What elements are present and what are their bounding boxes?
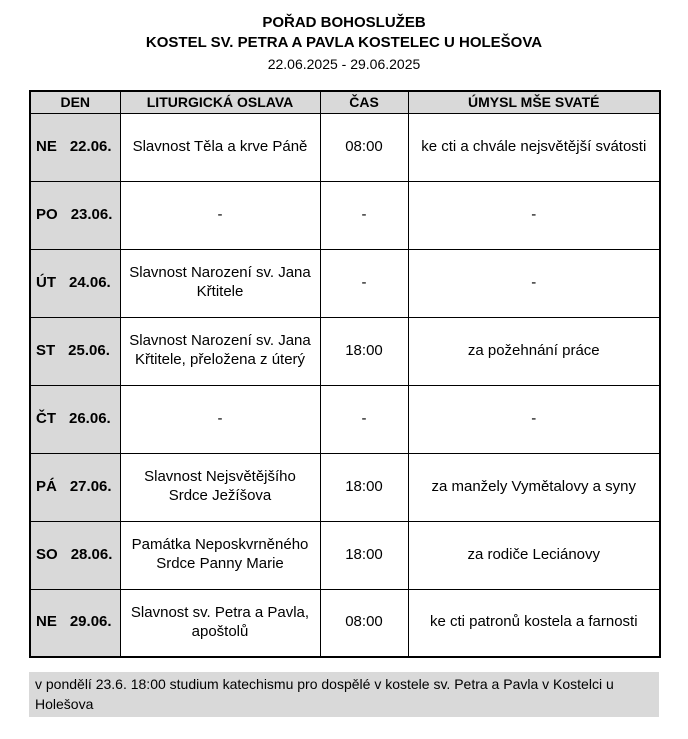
day-cell [30, 385, 120, 453]
intention-cell: - [408, 181, 660, 249]
title-block [29, 14, 659, 72]
day-abbr: PO [36, 205, 58, 223]
intention-cell: za manžely Vymětalovy a syny [408, 453, 660, 521]
time-cell: 08:00 [320, 113, 408, 181]
celebration-cell: - [120, 385, 320, 453]
page-subtitle: KOSTEL SV. PETRA A PAVLA KOSTELEC U HOLEŠOVA [145, 34, 543, 51]
day-date: 22.06. [69, 137, 112, 155]
celebration-cell: Slavnost Narození sv. Jana Křtitele [120, 249, 320, 317]
day-cell [30, 521, 120, 589]
celebration-cell: Slavnost Narození sv. Jana Křtitele, přeložena z úterý [120, 317, 320, 385]
intention-cell: ke cti a chvále nejsvětější svátosti [408, 113, 660, 181]
time-cell: 18:00 [320, 453, 408, 521]
day-cell [30, 589, 120, 657]
celebration-cell: Slavnost sv. Petra a Pavla, apoštolů [120, 589, 320, 657]
time-cell: - [320, 181, 408, 249]
footer-note: v pondělí 23.6. 18:00 studium katechismu pro dospělé v kostele sv. Petra a Pavla v Kostelci u Holešova [29, 672, 659, 717]
day-cell [30, 249, 120, 317]
intention-cell: - [408, 385, 660, 453]
table-header-row [30, 91, 660, 113]
day-date: 23.06. [70, 205, 113, 223]
day-cell [30, 317, 120, 385]
col-header-den: DEN [30, 91, 120, 113]
schedule-table [29, 90, 661, 658]
day-abbr: SO [36, 545, 58, 563]
page-title: POŘAD BOHOSLUŽEB [262, 14, 426, 31]
day-date: 25.06. [68, 341, 110, 359]
celebration-cell: Slavnost Nejsvětějšího Srdce Ježíšova [120, 453, 320, 521]
col-header-umysl: ÚMYSL MŠE SVATÉ [408, 91, 660, 113]
celebration-cell: - [120, 181, 320, 249]
day-date: 27.06. [69, 477, 112, 495]
day-date: 28.06. [70, 545, 113, 563]
time-cell: 18:00 [320, 521, 408, 589]
col-header-liturgicka-oslava: LITURGICKÁ OSLAVA [120, 91, 320, 113]
table-row [30, 181, 660, 249]
day-date: 24.06. [69, 273, 111, 291]
day-cell [30, 113, 120, 181]
day-date: 26.06. [69, 409, 111, 427]
day-cell [30, 453, 120, 521]
table-row [30, 317, 660, 385]
table-row [30, 249, 660, 317]
day-abbr: ČT [36, 409, 56, 427]
time-cell: 18:00 [320, 317, 408, 385]
celebration-cell: Slavnost Těla a krve Páně [120, 113, 320, 181]
celebration-cell: Památka Neposkvrněného Srdce Panny Marie [120, 521, 320, 589]
day-cell [30, 181, 120, 249]
intention-cell: za požehnání práce [408, 317, 660, 385]
table-row [30, 113, 660, 181]
day-abbr: ST [36, 341, 56, 359]
intention-cell: za rodiče Leciánovy [408, 521, 660, 589]
intention-cell: ke cti patronů kostela a farnosti [408, 589, 660, 657]
day-abbr: NE [36, 137, 57, 155]
intention-cell: - [408, 249, 660, 317]
day-abbr: ÚT [36, 273, 56, 291]
time-cell: - [320, 249, 408, 317]
table-row [30, 385, 660, 453]
time-cell: - [320, 385, 408, 453]
col-header-cas: ČAS [320, 91, 408, 113]
table-row [30, 589, 660, 657]
day-abbr: NE [36, 613, 57, 631]
table-row [30, 521, 660, 589]
date-range: 22.06.2025 - 29.06.2025 [267, 56, 421, 72]
table-row [30, 453, 660, 521]
day-date: 29.06. [69, 613, 112, 631]
time-cell: 08:00 [320, 589, 408, 657]
day-abbr: PÁ [36, 477, 57, 495]
